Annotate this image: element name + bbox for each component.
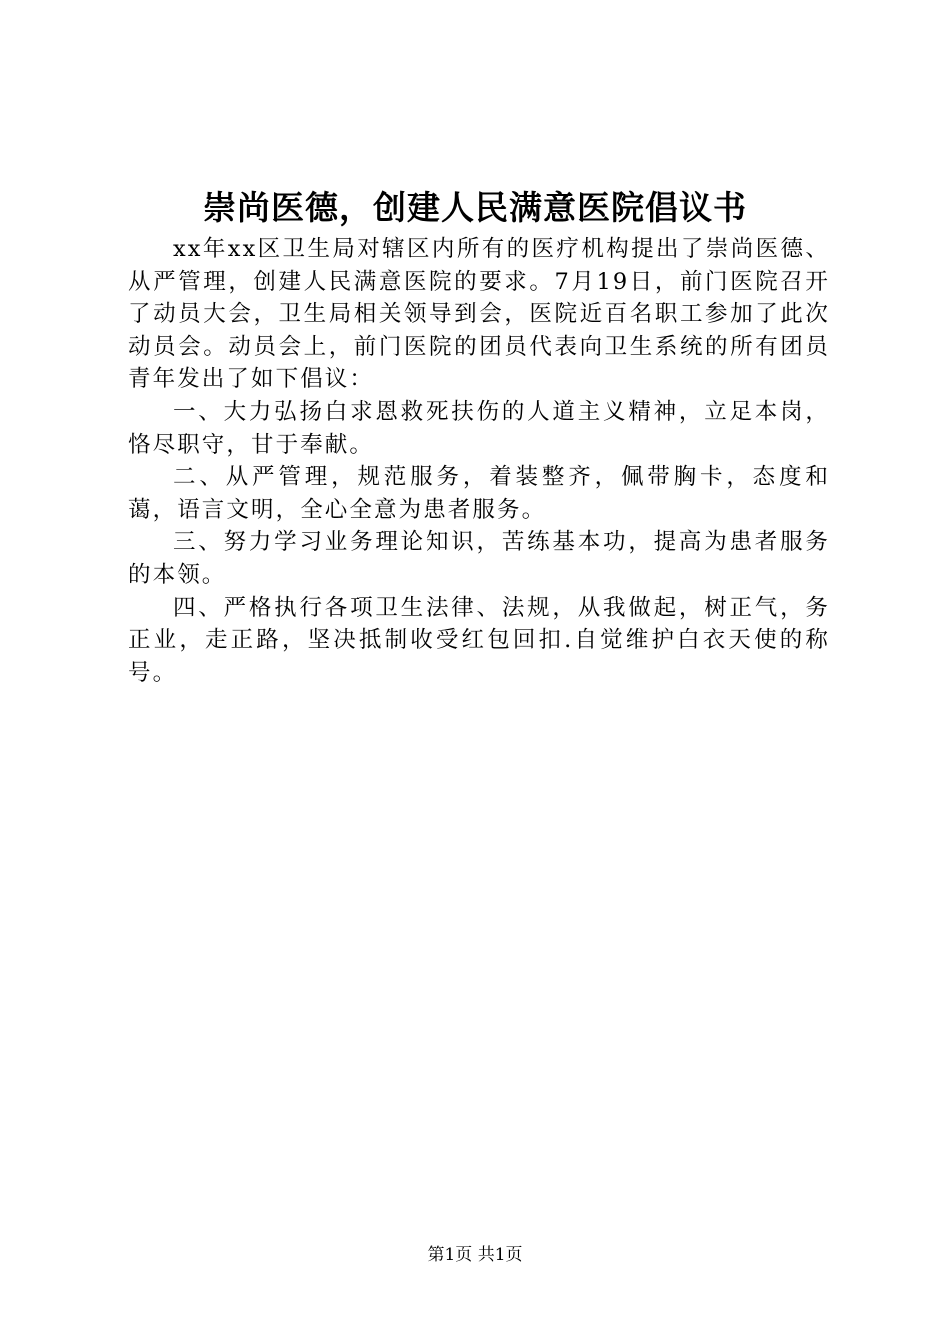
- body-paragraph-item-1: 一、大力弘扬白求恩救死扶伤的人道主义精神，立足本岗，恪尽职守，甘于奉献。: [128, 398, 830, 458]
- page-number-footer: 第1页 共1页: [427, 1245, 523, 1265]
- body-paragraph-intro: xx年xx区卫生局对辖区内所有的医疗机构提出了崇尚医德、从严管理，创建人民满意医院的要求。7月19日，前门医院召开了动员大会，卫生局相关领导到会，医院近百名职工参加了此次动员会。动员会上，前门医院的团员代表向卫生系统的所有团员青年发出了如下倡议：: [128, 236, 830, 393]
- document-title: 崇尚医德，创建人民满意医院倡议书: [203, 188, 747, 227]
- document-body: [128, 233, 830, 689]
- body-paragraph-item-2: 二、从严管理，规范服务，着装整齐，佩带胸卡，态度和蔼，语言文明，全心全意为患者服务。: [128, 464, 830, 523]
- body-paragraph-item-4: 四、严格执行各项卫生法律、法规，从我做起，树正气，务正业，走正路，坚决抵制收受红包回扣.自觉维护白衣天使的称号。: [128, 594, 830, 686]
- body-paragraph-item-3: 三、努力学习业务理论知识，苦练基本功，提高为患者服务的本领。: [128, 529, 830, 588]
